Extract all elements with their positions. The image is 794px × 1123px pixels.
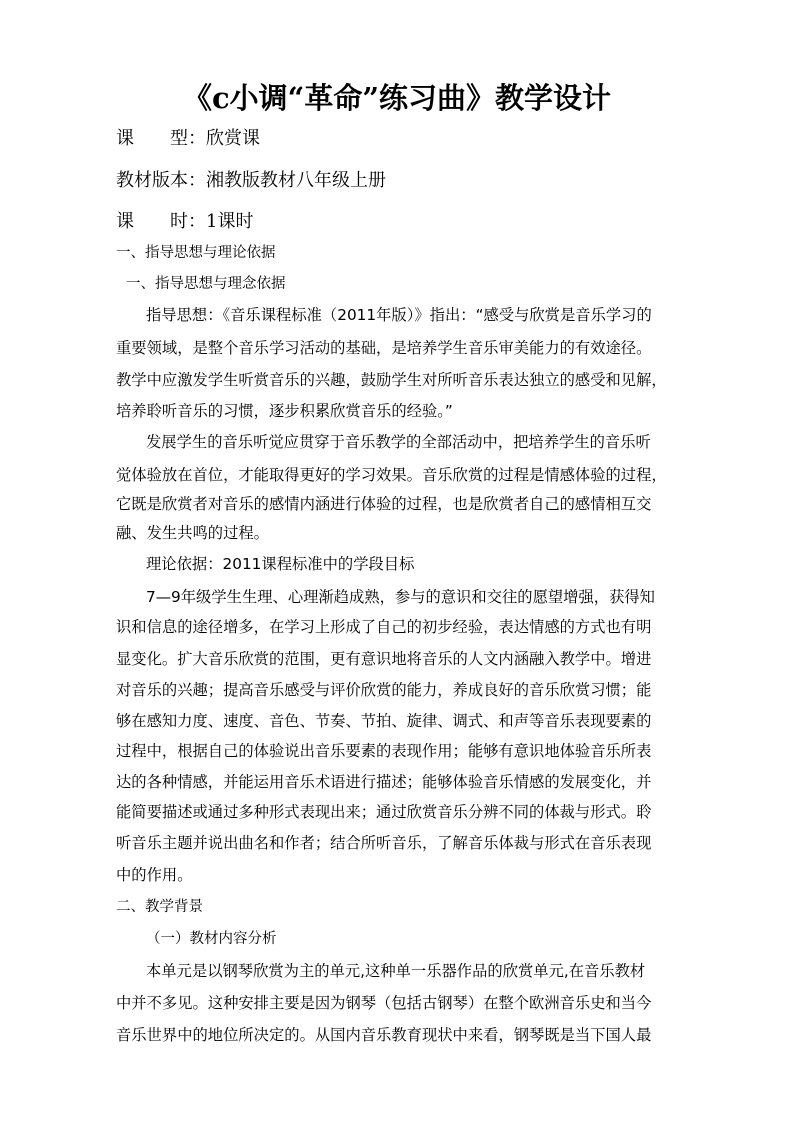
paragraph-line: 指导思想：《音乐课程标准（2011年版）》指出：“感受与欣赏是音乐学习的 (146, 306, 652, 324)
document-title: 《c小调“革命”练习曲》教学设计 (182, 81, 612, 115)
course-type-line (116, 126, 260, 152)
paragraph-line: 觉体验放在首位，才能取得更好的学习效果。音乐欣赏的过程是情感体验的过程， (116, 466, 667, 484)
paragraph-line: 中并不多见。这种安排主要是因为钢琴（包括古钢琴）在整个欧洲音乐史和当今 (116, 994, 652, 1012)
paragraph-line: 发展学生的音乐听觉应贯穿于音乐教学的全部活动中，把培养学生的音乐听 (146, 433, 651, 451)
paragraph-line: 够在感知力度、速度、音色、节奏、节拍、旋律、调式、和声等音乐表现要素的 (116, 712, 652, 730)
paragraph-line: 能简要描述或通过多种形式表现出来；通过欣赏音乐分辨不同的体裁与形式。聆 (116, 803, 652, 821)
section-1-heading: 一、指导思想与理论依据 (116, 245, 276, 261)
paragraph-line: 教学中应激发学生听赏音乐的兴趣，鼓励学生对所听音乐表达独立的感受和见解， (116, 371, 667, 389)
paragraph-line: 重要领域，是整个音乐学习活动的基础，是培养学生音乐审美能力的有效途径。 (116, 339, 652, 357)
paragraph-line: 达的各种情感，并能运用音乐术语进行描述；能够体验音乐情感的发展变化，并 (116, 773, 652, 791)
course-type-value: 型：欣赏课 (170, 128, 260, 149)
paragraph-line: 对音乐的兴趣；提高音乐感受与评价欣赏的能力，养成良好的音乐欣赏习惯；能 (116, 681, 652, 699)
paragraph-line: 培养聆听音乐的习惯，逐步积累欣赏音乐的经验。” (116, 402, 453, 420)
edition-line: 教材版本：湘教版教材八年级上册 (116, 170, 386, 191)
paragraph-line: 过程中，根据自己的体验说出音乐要素的表现作用；能够有意识地体验音乐所表 (116, 742, 652, 760)
class-hours-label: 课 (116, 211, 134, 232)
paragraph-line: 它既是欣赏者对音乐的感情内涵进行体验的过程，也是欣赏者自己的感情相互交 (116, 495, 652, 513)
section-1-subheading: 一、指导思想与理念依据 (126, 276, 286, 292)
paragraph-line: 显变化。扩大音乐欣赏的范围，更有意识地将音乐的人文内涵融入教学中。增进 (116, 650, 652, 668)
paragraph-line: 中的作用。 (116, 866, 193, 884)
paragraph-line: 融、发生共鸣的过程。 (116, 524, 269, 542)
paragraph-line: 理论依据：2011课程标准中的学段目标 (146, 555, 415, 573)
class-hours-line (116, 209, 253, 235)
paragraph-line: 听音乐主题并说出曲名和作者；结合所听音乐，了解音乐体裁与形式在音乐表现 (116, 834, 652, 852)
section-2-heading: 二、教学背景 (116, 899, 203, 915)
course-type-label: 课 (116, 128, 134, 149)
paragraph-line: 识和信息的途径增多，在学习上形成了自己的初步经验，表达情感的方式也有明 (116, 618, 652, 636)
paragraph-line: 7—9年级学生生理、心理渐趋成熟，参与的意识和交往的愿望增强，获得知 (146, 588, 655, 606)
paragraph-line: 本单元是以钢琴欣赏为主的单元,这种单一乐器作品的欣赏单元,在音乐教材 (146, 962, 646, 980)
section-2-subheading: （一）教材内容分析 (146, 931, 277, 947)
class-hours-value: 时：1课时 (170, 211, 254, 232)
paragraph-line: 音乐世界中的地位所决定的。从国内音乐教育现状中来看，钢琴既是当下国人最 (116, 1026, 652, 1044)
